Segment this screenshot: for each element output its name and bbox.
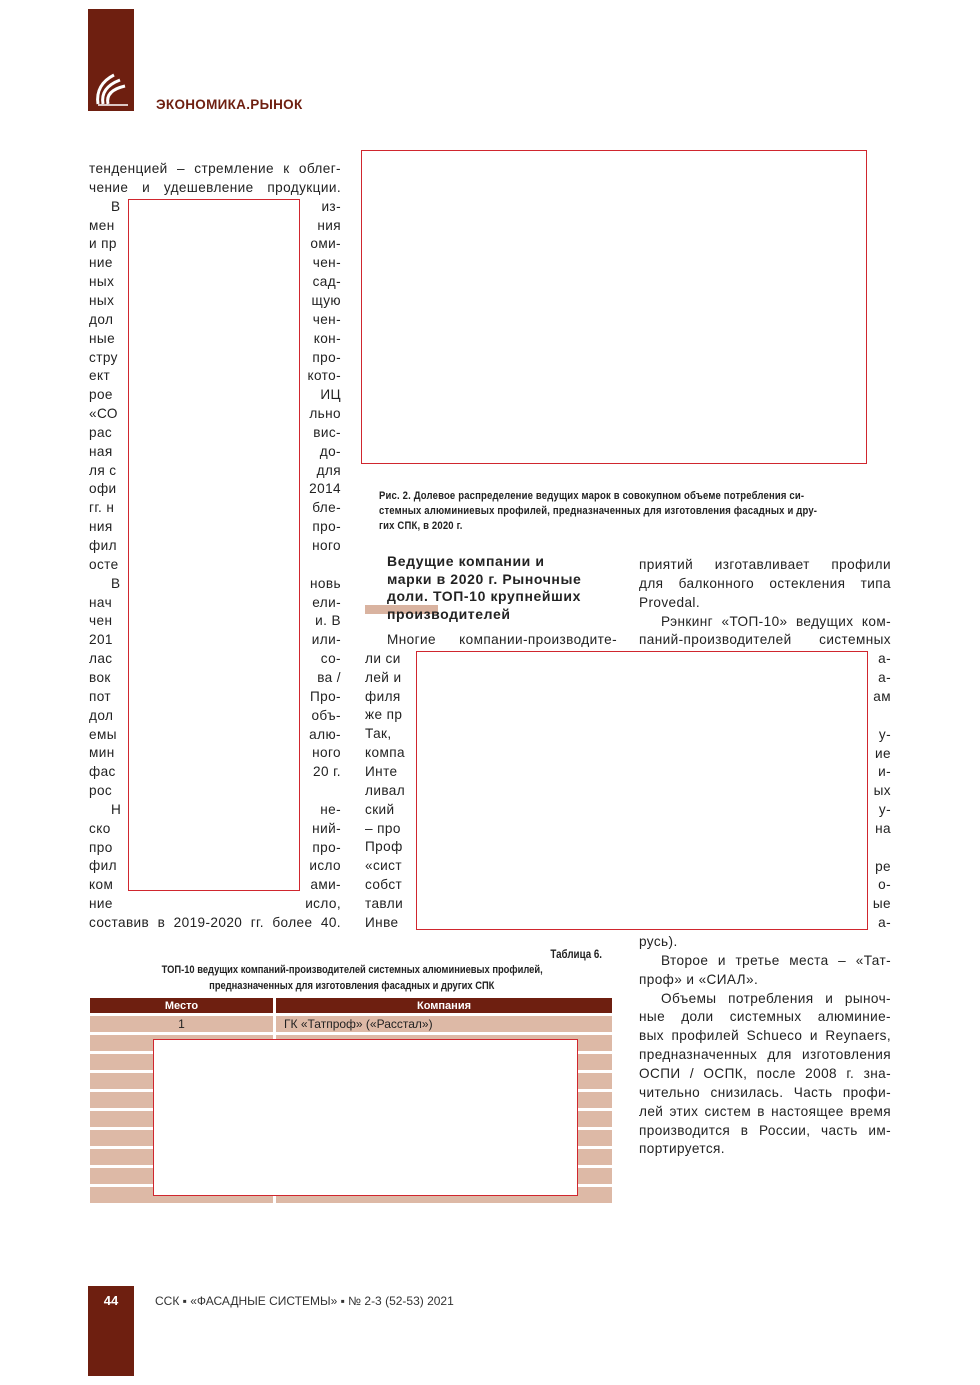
line-start: ние [89,896,113,912]
heading-line: доли. ТОП-10 крупнейших [387,588,581,604]
line-start: нач [89,594,113,610]
line-end: 20 г. [313,764,341,780]
line-start: рое [89,387,113,403]
line-start: Инте [365,763,398,779]
line-start: ско [89,820,111,836]
line-end: ре [875,858,891,874]
table-title [90,963,614,994]
text-line [639,630,891,649]
text-line [365,630,617,649]
text-line [639,1026,891,1045]
line-start: мин [89,745,115,761]
line-start: Н [111,801,122,817]
line-end: про- [312,519,341,535]
line-end: или- [311,632,341,648]
line-end: ва / [317,669,341,685]
line-end: у- [878,802,891,818]
column-header-company: Компания [275,998,614,1015]
line-end: а- [878,670,891,686]
heading-line: производителей [387,605,511,622]
line-start: чен [89,613,113,629]
table-title-line: предназначенных для изготовления фасадных и других СПК [209,979,495,992]
line-end: а- [878,651,891,667]
line-start: фил [89,538,117,553]
line-start: же пр [365,707,403,723]
heading-line: марки в 2020 г. Рыночные [387,570,582,587]
line-start: ных [89,292,115,308]
text-line [639,1007,891,1026]
line-start: рас [89,424,113,440]
line-text: чение и удешевление продукции. [89,179,341,195]
header-brand-bar [88,9,134,111]
line-end: у- [878,726,891,742]
line-end: объ- [311,707,341,723]
column-header-place: Место [90,998,275,1015]
line-start: про [89,839,113,855]
line-start: компа [365,745,405,761]
line-start: Инве [365,914,399,930]
redacted-table-block [153,1039,578,1196]
line-end: про- [312,349,341,365]
line-end: и- [878,764,891,780]
table-title-line: ТОП-10 ведущих компаний-производителей системных алюминиевых профилей, [161,964,543,976]
text-line [639,1121,891,1140]
line-text: предназначенных для изготовления [639,1047,891,1063]
line-start: проф» и «СИАЛ». [639,971,759,987]
text-line [639,989,891,1008]
page-number-box [88,1286,134,1376]
line-start: ект [89,368,111,384]
line-end: из- [321,198,341,214]
line-text: составив в 2019-2020 гг. более 40. [89,915,341,930]
line-start: ных [89,274,115,290]
line-end: алю- [309,726,341,742]
text-line [639,1045,891,1064]
line-end: ами- [310,877,341,893]
line-start: вок [89,669,111,685]
line-text: для балконного остекления типа [639,575,891,591]
text-line [639,574,891,593]
footer-publication: ССК ▪ «ФАСАДНЫЕ СИСТЕМЫ» ▪ № 2-3 (52-53) 2021 [155,1294,454,1308]
page-number: 44 [103,1293,119,1308]
line-end: чен- [312,311,341,327]
text-line [639,970,758,989]
line-text: Объемы потребления и рыноч- [661,990,891,1006]
line-start: «сист [365,858,402,874]
line-end: исло, [305,896,341,912]
line-start: дол [89,707,114,723]
line-end: а- [878,915,891,931]
text-line [89,894,341,913]
text-line [89,913,341,932]
line-start: стру [89,349,118,365]
line-end: ИЦ [320,387,341,403]
line-end: ых [873,783,891,799]
line-end: 2014 [309,481,341,497]
table-row [90,1015,614,1034]
place-cell: 1 [90,1015,275,1034]
line-start: мен [89,217,115,233]
line-end: не- [320,801,341,817]
line-text: приятий изготавливает профили [639,557,891,572]
line-end: со- [320,651,341,667]
line-text: ОСПИ / ОСПК, после 2008 г. зна- [639,1065,891,1081]
caption-line: Рис. 2. Долевое распределение ведущих марок в совокупном объеме потребления си- [379,490,805,502]
caption-line: стемных алюминиевых профилей, предназначенных для изготовления фасадных и дру- [379,505,818,517]
redacted-middle-block [416,651,868,930]
line-start: ком [89,877,114,893]
line-end: Про- [309,688,341,704]
line-text: производится в России, часть им- [639,1122,891,1138]
caption-line: гих СПК, в 2020 г. [379,520,463,532]
line-start: В [111,575,121,591]
line-start: офи [89,481,117,497]
line-end: льно [309,406,341,422]
company-cell: ГК «Татпроф» («Расстал») [275,1015,614,1034]
line-start: тавли [365,895,404,911]
line-start: филя [365,688,401,704]
logo-swoosh-icon [88,9,134,111]
line-start: Проф [365,839,403,855]
line-start: ливал [365,782,406,798]
line-text: Второе и третье места – «Тат- [661,952,891,968]
line-start: ский [365,801,395,817]
line-text: вых профилей Schueco и Reynaers, [639,1028,891,1044]
redacted-left-block [128,199,300,891]
line-end: щую [311,292,341,308]
line-start: ние [89,255,113,271]
line-start: ные [89,330,116,346]
line-start: В [111,198,121,214]
line-end: бле- [312,500,341,516]
line-text: ные доли системных алюминие- [639,1009,891,1025]
text-line [89,178,341,197]
line-end: о- [878,877,891,893]
line-start: лас [89,651,113,667]
text-line [89,159,341,178]
line-end: сад- [312,274,341,290]
line-text: Многие компании-производите- [387,632,617,647]
line-start: «СО [89,406,118,422]
line-start: собст [365,877,403,893]
line-start: гг. н [89,500,115,516]
section-heading [387,553,581,623]
line-start: и пр [89,236,117,252]
line-end: ний- [312,820,341,836]
line-start: фас [89,764,116,780]
text-line [639,612,891,631]
line-end: вис- [313,424,341,440]
text-line [639,951,891,970]
line-start: 201 [89,632,113,648]
line-end: ели- [312,594,341,610]
text-line [639,1139,725,1158]
line-text: паний-производителей системных [639,632,891,648]
line-start: Так, [365,726,392,742]
figure-caption [379,489,879,534]
line-end: исло [309,858,341,874]
line-end: на [875,820,891,836]
line-end: ного [312,745,341,761]
line-end: ния [317,217,341,233]
text-line [639,593,700,612]
line-end: ного [312,538,341,553]
line-end: новь [310,575,341,591]
line-text: тенденцией – стремление к облег- [89,161,341,176]
line-start: дол [89,311,114,327]
line-start: ния [89,519,113,535]
line-end: до- [319,443,341,459]
table-label: Таблица 6. [550,949,602,961]
line-end: для [316,462,341,478]
line-end: кон- [313,330,341,346]
text-line [639,1064,891,1083]
line-text: Рэнкинг «ТОП-10» ведущих ком- [661,613,891,629]
redacted-figure [361,150,867,464]
line-start: емы [89,726,117,742]
line-start: ная [89,443,113,459]
text-line [639,1083,891,1102]
line-start: Provedal. [639,594,701,610]
section-title: ЭКОНОМИКА.РЫНОК [156,97,303,112]
line-end: ам [873,688,891,704]
heading-line: Ведущие компании и [387,553,545,569]
line-start: фил [89,858,117,874]
line-start: ли си [365,650,401,666]
line-start: пот [89,688,112,704]
line-end: оми- [310,236,341,252]
line-end: и. В [315,613,341,629]
line-text: чительно снизилась. Часть профи- [639,1084,891,1100]
line-start: портируется. [639,1141,725,1157]
line-text: лей этих систем в настоящее время [639,1103,891,1119]
line-start: рос [89,783,113,799]
text-line [639,932,678,951]
line-start: ля с [89,462,117,478]
text-line [639,1102,891,1121]
line-start: лей и [365,669,402,685]
line-start: осте [89,556,119,572]
line-end: ые [872,896,891,912]
line-start: русь). [639,934,678,949]
text-line [639,555,891,574]
line-end: кото- [307,368,341,384]
line-end: чен- [312,255,341,271]
line-end: про- [312,839,341,855]
line-end: ие [875,745,891,761]
line-start: – про [365,820,401,836]
